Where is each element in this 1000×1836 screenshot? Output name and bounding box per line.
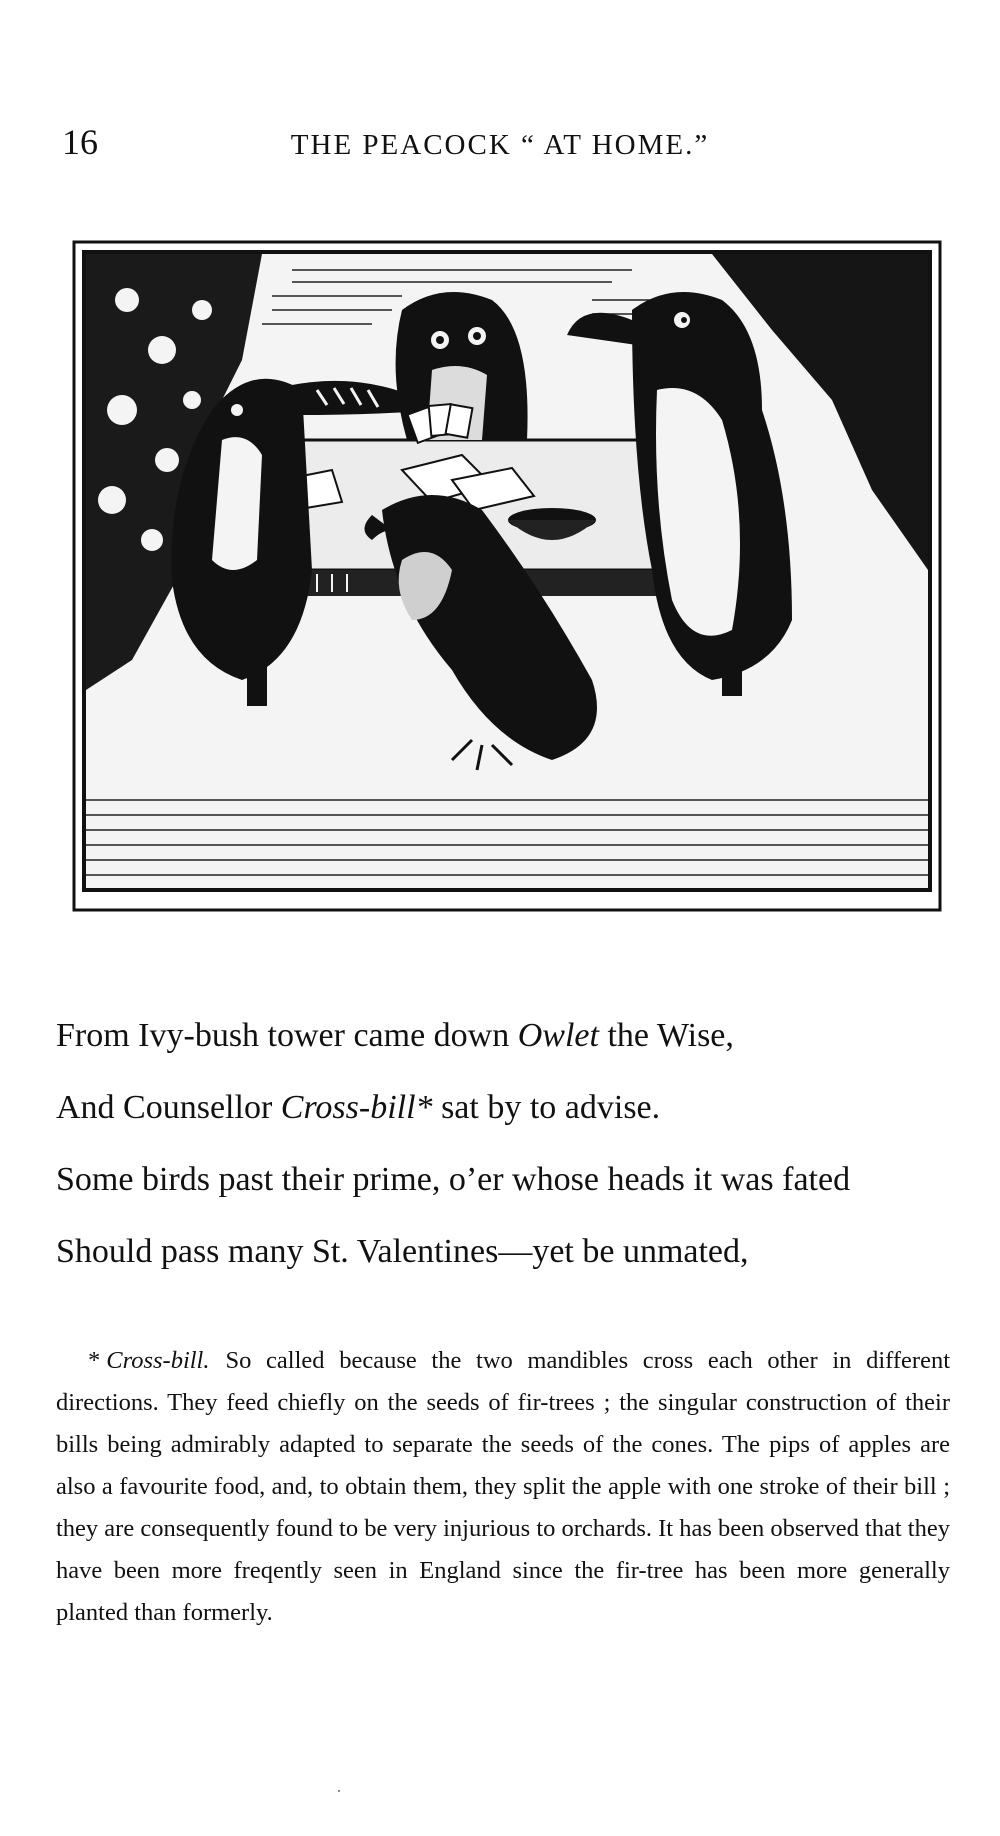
woodcut-illustration-birds-at-card-table-icon [72, 240, 942, 912]
verse-italic: Owlet [517, 1017, 599, 1054]
verse-italic: Cross-bill* [280, 1089, 433, 1126]
verse-text: And Counsellor [56, 1089, 281, 1126]
verse-text: From Ivy-bush tower came down [56, 1017, 518, 1054]
footnote [56, 1340, 950, 1634]
woodcut-illustration [72, 240, 942, 912]
verse-text: sat by to advise. [432, 1089, 661, 1126]
verse-text: the Wise, [598, 1017, 734, 1054]
verse [56, 1000, 956, 1288]
footnote-marker: * [88, 1347, 101, 1374]
footnote-text: So called because the two mandibles cross each other in different directions. They feed chiefly on the seeds of fir-trees ; the singular construction of their bills being admirably adapted to separate the seeds of the cones. The pips of apples are also a favourite food, and, to obtain them, they split the apple with one stroke of their bill ; they are consequently found to be very injurious to orchards. It has been observed that they have been more freqently seen in England since the fir-tree has been more generally planted than formerly. [56, 1347, 950, 1626]
footnote-term: Cross-bill. [106, 1347, 210, 1374]
verse-text: Some birds past their prime, o’er whose heads it was fated [56, 1161, 851, 1198]
verse-text: Should pass many St. Valentines—yet be unmated, [56, 1233, 749, 1270]
verse-line [56, 1072, 956, 1144]
verse-line [56, 1216, 956, 1288]
page-number: 16 [62, 122, 98, 162]
running-head: THE PEACOCK “ AT HOME.” [290, 129, 710, 161]
verse-line [56, 1000, 956, 1072]
stray-ink-mark [338, 1790, 340, 1792]
verse-line [56, 1144, 956, 1216]
